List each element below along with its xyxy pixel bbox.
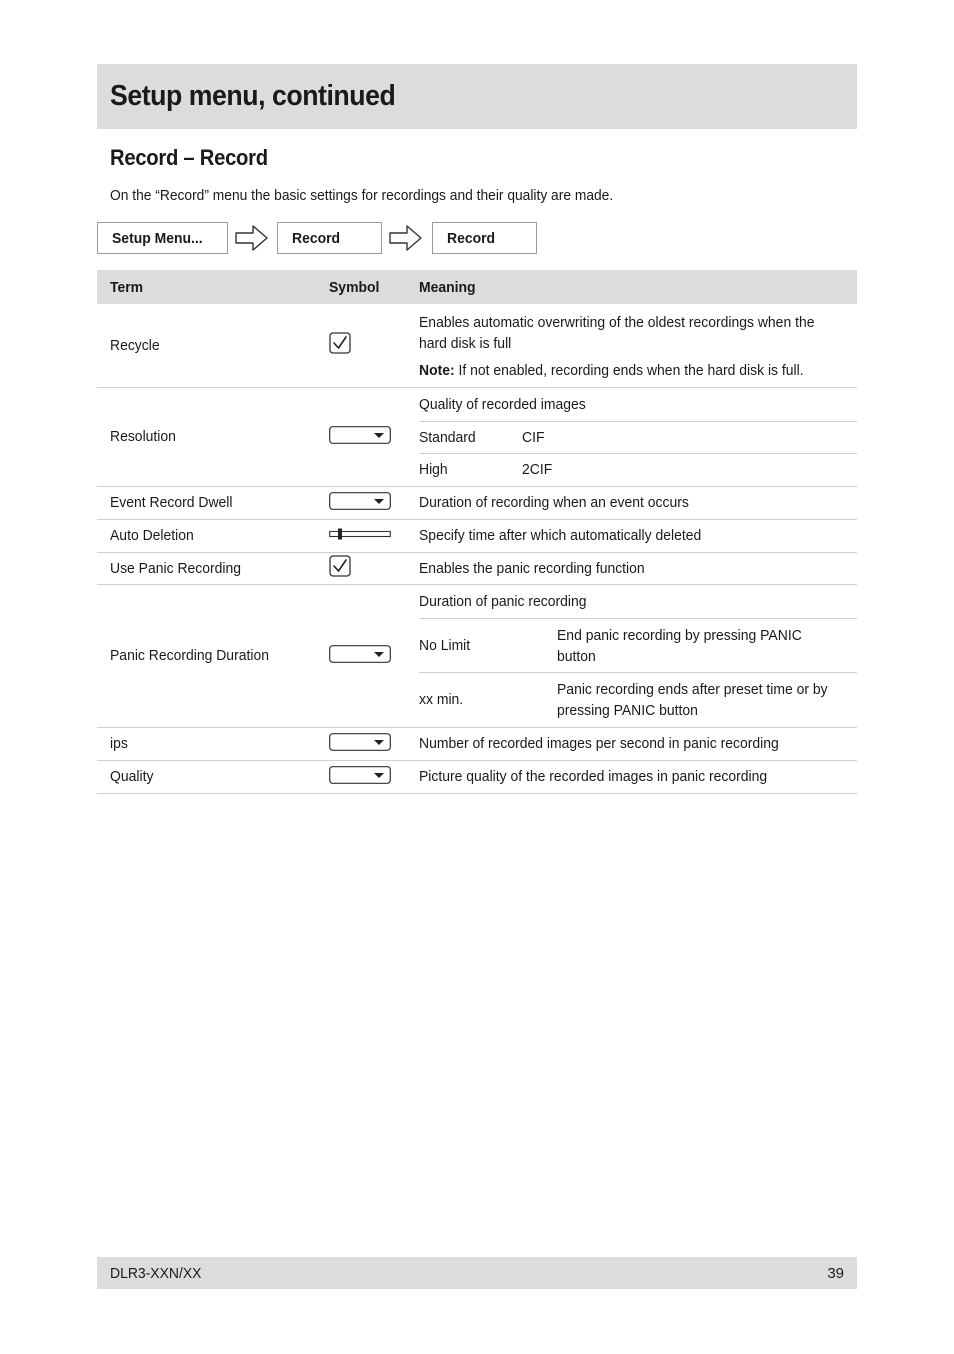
symbol-cell [329,727,419,760]
table-row [97,760,857,793]
dropdown-icon [329,733,391,751]
table-header-row [97,270,857,304]
term-cell: Resolution [97,387,329,486]
arrow-right-icon [389,224,423,252]
meaning-cell [419,304,857,387]
options-table [419,585,857,727]
option-value: 2CIF [522,453,857,485]
breadcrumb-record-2 [432,222,537,254]
arrow-right-icon [235,224,269,252]
meaning-cell: Enables the panic recording function [419,552,857,584]
option-value: Panic recording ends after preset time or by pressing PANIC button [557,673,857,727]
breadcrumb-record-1 [277,222,382,254]
section-title: Record – Record [110,145,268,170]
note-text: If not enabled, recording ends when the hard disk is full. [454,361,804,379]
option-label: No Limit [419,619,557,673]
column-header-term: Term [97,270,329,304]
page-title: Setup menu, continued [110,80,396,112]
table-row [97,486,857,519]
symbol-cell [329,760,419,793]
checkbox-checked-icon [329,332,351,354]
dropdown-icon [329,426,391,444]
symbol-cell [329,486,419,519]
meaning-cell: Duration of recording when an event occurs [419,486,857,519]
term-cell: Recycle [97,304,329,387]
table-row [97,552,857,584]
term-cell: Panic Recording Duration [97,584,329,727]
option-label: xx min. [419,673,557,727]
breadcrumb-setup-menu [97,222,228,254]
column-header-meaning: Meaning [419,270,857,304]
term-cell: Quality [97,760,329,793]
meaning-text: Duration of panic recording [419,592,587,610]
option-label: Standard [419,421,522,453]
breadcrumb-label: Record [447,229,496,247]
page-number: 39 [827,1264,844,1282]
meaning-cell: Picture quality of the recorded images in panic recording [419,760,857,793]
term-cell: Auto Deletion [97,519,329,552]
meaning-cell [419,584,857,727]
meaning-cell: Number of recorded images per second in panic recording [419,727,857,760]
page-footer [97,1257,857,1289]
meaning-cell: Specify time after which automatically deleted [419,519,857,552]
meaning-text: Quality of recorded images [419,395,586,413]
note-line [419,362,857,379]
term-cell: Use Panic Recording [97,552,329,584]
table-row [97,387,857,486]
symbol-cell [329,304,419,387]
dropdown-icon [329,766,391,784]
symbol-cell [329,552,419,584]
slider-icon [329,528,391,540]
meaning-text: Enables automatic overwriting of the oldest recordings when the hard disk is full [419,313,815,352]
symbol-cell [329,584,419,727]
note-label: Note: [419,361,455,379]
option-value: End panic recording by pressing PANIC button [557,619,857,673]
symbol-cell [329,519,419,552]
dropdown-icon [329,492,391,510]
options-table [419,388,857,485]
breadcrumb-label: Record [292,229,341,247]
page-header [97,64,857,129]
model-number: DLR3-XXN/XX [110,1264,202,1282]
symbol-cell [329,387,419,486]
term-cell: ips [97,727,329,760]
section-intro: On the “Record” menu the basic settings for recordings and their quality are made. [110,187,614,204]
table-row [97,304,857,387]
checkbox-checked-icon [329,555,351,577]
option-value: CIF [522,421,857,453]
dropdown-icon [329,645,391,663]
column-header-symbol: Symbol [329,270,419,304]
table-row [97,727,857,760]
breadcrumb-label: Setup Menu... [112,229,203,247]
settings-table [97,270,857,794]
table-row [97,584,857,727]
meaning-cell [419,387,857,486]
term-cell: Event Record Dwell [97,486,329,519]
option-label: High [419,453,522,485]
table-row [97,519,857,552]
